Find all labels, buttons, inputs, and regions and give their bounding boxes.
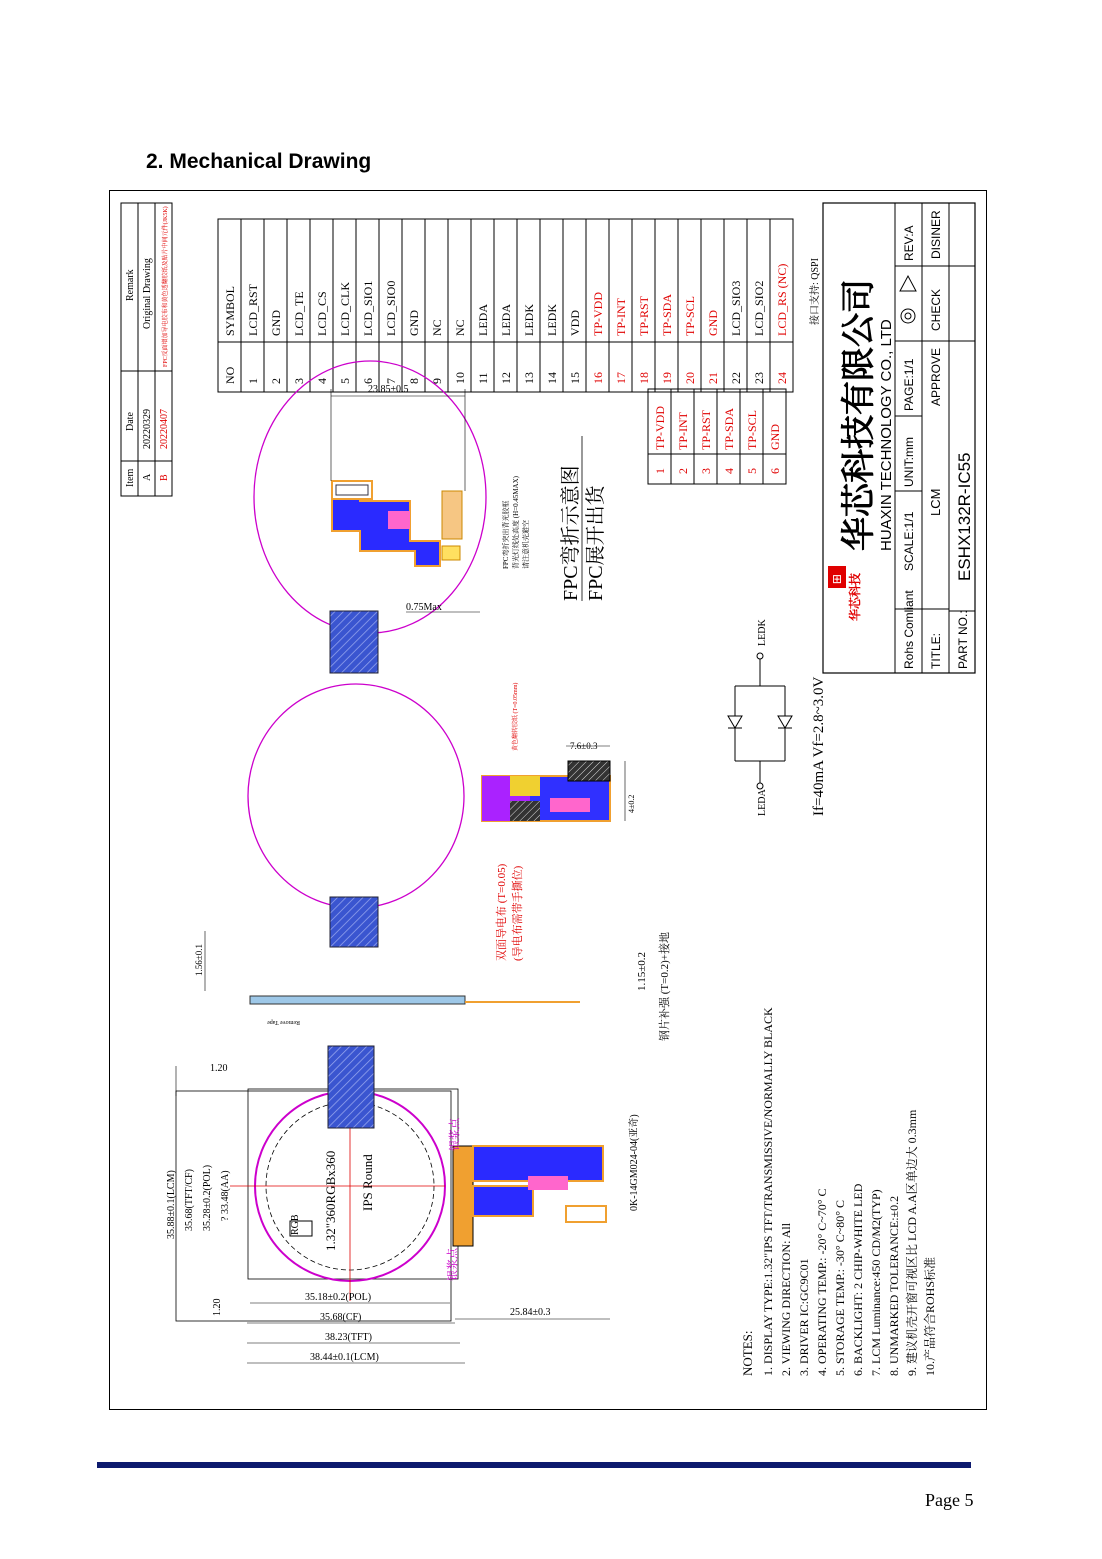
pin-symbol: TP-SDA <box>660 293 674 336</box>
tp-no: 1 <box>653 468 667 474</box>
dim-pol-height: 35.28±0.2(POL) <box>202 1164 213 1231</box>
dim-top-margin: 1.20 <box>210 1063 228 1074</box>
pin-no: 7 <box>384 378 398 384</box>
lcd-outline-mid <box>248 684 464 908</box>
title-value: LCM <box>928 488 943 516</box>
title-block <box>823 203 975 673</box>
notes-heading: NOTES: <box>740 1330 755 1376</box>
interface-note: 接口支持: QSPI <box>810 258 821 325</box>
pin-symbol: LEDK <box>522 304 536 336</box>
page-label: PAGE:1/1 <box>902 358 916 411</box>
rgb-label: RGB <box>290 1214 301 1235</box>
pin-no: 8 <box>407 378 421 384</box>
pin-no: 20 <box>683 372 697 384</box>
pin-symbol: LCD_RS (NC) <box>775 263 789 336</box>
note-item: 2. VIEWING DIRECTION: All <box>779 1222 793 1376</box>
tp-no: 4 <box>722 468 736 474</box>
pin-symbol: NC <box>430 319 444 336</box>
dim-bottom-margin: 1.20 <box>212 1298 223 1316</box>
note-item: 8. UNMARKED TOLERANCE:±0.2 <box>887 1195 901 1376</box>
dim-pol-width: 35.18±0.2(POL) <box>305 1292 372 1303</box>
pin-no: NO <box>223 366 237 384</box>
revision-table <box>121 203 172 496</box>
pin-symbol: GND <box>269 310 283 336</box>
part-no-label: PART NO.: <box>956 610 970 669</box>
rev-header-date: Date <box>125 412 136 431</box>
front-view <box>166 1046 640 1363</box>
dim-cf-width: 35.68(CF) <box>320 1312 362 1323</box>
title-label: TITLE: <box>929 632 943 669</box>
pin-symbol: TP-VDD <box>591 292 605 336</box>
note-item: 6. BACKLIGHT: 2 CHIP-WHITE LED <box>851 1183 865 1376</box>
conductive-cloth-label-2: (导电布需带手撕位) <box>512 865 524 961</box>
part-no-value: ESHX132R-IC55 <box>955 452 974 581</box>
dim-lcm-height: 35.88±0.1(LCM) <box>166 1170 177 1239</box>
ledk-label: LEDK <box>757 619 768 646</box>
rev-row-b-item: B <box>159 474 170 481</box>
pin-symbol: NC <box>453 319 467 336</box>
tp-table <box>648 389 786 484</box>
pin-no: 22 <box>729 372 743 384</box>
leda-label: LEDA <box>757 789 768 816</box>
pin-no: 21 <box>706 372 720 384</box>
rev-header-item: Item <box>125 468 136 487</box>
mechanical-drawing <box>110 191 988 1411</box>
pin-no: 11 <box>476 372 490 384</box>
rohs-label: Rohs Comliant <box>902 590 916 669</box>
pin-symbol: GND <box>706 310 720 336</box>
check-label: CHECK <box>929 288 943 331</box>
approve-label: APPROVE <box>929 347 943 406</box>
note-item: 5. STORAGE TEMP.: -30° C~80° C <box>833 1199 847 1376</box>
unit-label: UNIT:mm <box>902 437 916 487</box>
pin-no: 13 <box>522 372 536 384</box>
pin-no: 17 <box>614 372 628 384</box>
pin-symbol: VDD <box>568 310 582 336</box>
note-item: 10.产品符合ROHS标准 <box>923 1256 937 1376</box>
pin-no: 5 <box>338 378 352 384</box>
tp-no: 3 <box>699 468 713 474</box>
page-number: Page 5 <box>925 1490 974 1510</box>
tp-symbol: TP-SCL <box>745 409 759 450</box>
dim-bend-height: 4±0.2 <box>627 794 636 813</box>
note-item: 7. LCM Luminance:450 CD/M2(TYP) <box>869 1189 883 1376</box>
dim-max-thick: 0.75Max <box>406 602 442 613</box>
fpc-unfold-view <box>248 683 636 961</box>
rev-label: REV:A <box>902 225 916 261</box>
yellow-tape-label: 黄色翻转胶纸 (T=0.05mm) <box>513 682 519 751</box>
pin-no: 6 <box>361 378 375 384</box>
pin-no: 15 <box>568 372 582 384</box>
rev-header-remark: Remark <box>125 269 136 301</box>
rev-row-a-date: 20220329 <box>142 409 153 449</box>
pin-no: 10 <box>453 372 467 384</box>
pin-no: 24 <box>775 372 789 384</box>
tp-no: 5 <box>745 468 759 474</box>
silver-bottom-label: 银浆点 <box>447 1248 459 1281</box>
tp-no: 2 <box>676 468 690 474</box>
pin-symbol: TP-RST <box>637 295 651 336</box>
note-item: 4. OPERATING TEMP.: -20° C~70° C <box>815 1188 829 1376</box>
note-item: 1. DISPLAY TYPE:1.32"IPS TFT/TRANSMISSIVE/NORMALLY BLACK <box>761 1007 775 1376</box>
pin-no: 9 <box>430 378 444 384</box>
dim-bend-width: 7.6±0.3 <box>570 741 598 751</box>
dim-fpc-width: 23.85±0.5 <box>368 384 409 395</box>
steel-label: 钢片补强 (T=0.2)+接地 <box>659 932 671 1041</box>
pin-symbol: LCD_CS <box>315 291 329 336</box>
pin-symbol: LEDA <box>476 304 490 336</box>
company-cn: 华芯科技有限公司 <box>841 279 878 551</box>
fpc-bend-view <box>254 361 607 673</box>
remove-tape-label: Remove Tape <box>267 1019 300 1025</box>
connector-label: 0K-14GM024-04(亚奇) <box>629 1114 640 1211</box>
pin-no: 1 <box>246 378 260 384</box>
dim-tft-cf-height: 35.68(TFT/CF) <box>184 1169 195 1231</box>
tp-symbol: TP-VDD <box>653 406 667 450</box>
dim-lcm-width: 38.44±0.1(LCM) <box>310 1352 379 1363</box>
pin-no: 2 <box>269 378 283 384</box>
pin-no: 23 <box>752 372 766 384</box>
pin-symbol: LCD_RST <box>246 283 260 336</box>
size-res-label: 1.32"360RGBx360 <box>323 1150 338 1251</box>
notes <box>740 1007 937 1376</box>
tp-symbol: TP-INT <box>676 412 690 450</box>
pin-symbol: LCD_TE <box>292 291 306 336</box>
side-view <box>194 931 671 1041</box>
pin-no: 14 <box>545 372 559 384</box>
dim-aa-height: ? 33.48(AA) <box>220 1170 231 1221</box>
rev-row-b-remark: FPC反面增加导电胶布和黄色透翻胶纸及贴片中间元件(JK5K) <box>163 206 169 367</box>
pin-symbol: LEDA <box>499 304 513 336</box>
bend-note-3: 请注意机壳避空 <box>522 520 530 569</box>
projection-symbol-icon <box>900 276 916 323</box>
dim-tail-length: 25.84±0.3 <box>510 1307 551 1318</box>
bend-note-1: FPC弯折突出背光胶框 <box>502 500 510 569</box>
silver-top-label: 银浆点 <box>449 1118 461 1151</box>
section-title: 2. Mechanical Drawing <box>146 150 372 173</box>
disiner-label: DISINER <box>929 210 943 259</box>
dim-lcm-thick: 1.56±0.1 <box>194 944 204 976</box>
pin-no: 4 <box>315 378 329 384</box>
tp-symbol: TP-SDA <box>722 407 736 450</box>
rev-row-a-remark: Original Drawing <box>142 258 153 329</box>
tp-no: 6 <box>768 468 782 474</box>
pin-no: 18 <box>637 372 651 384</box>
scale-label: SCALE:1/1 <box>902 511 916 571</box>
rev-row-b-date: 20220407 <box>159 409 170 449</box>
tp-symbol: GND <box>768 424 782 450</box>
conductive-cloth-label: 双面导电布 (T=0.05) <box>496 863 508 961</box>
logo-glyph: ⊞ <box>831 572 843 586</box>
dim-fpc-thick: 1.15±0.2 <box>636 951 648 991</box>
company-en: HUAXIN TECHNOLOGY CO., LTD <box>878 319 895 551</box>
note-item: 9. 建议机壳开窗可视区比 LCD A.A区单边大 0.3mm <box>905 1109 919 1376</box>
bend-note-2: 背光灯线处高度 (H=0.45MAX) <box>512 476 520 569</box>
fpc-tail-top <box>330 611 378 673</box>
pin-no: 3 <box>292 378 306 384</box>
pin-symbol: GND <box>407 310 421 336</box>
pin-no: 12 <box>499 372 513 384</box>
pin-symbol: LCD_SIO2 <box>752 280 766 336</box>
pin-symbol: SYMBOL <box>223 285 237 336</box>
pin-no: 16 <box>591 372 605 384</box>
rev-row-a-item: A <box>142 473 153 481</box>
pin-symbol: TP-SCL <box>683 295 697 336</box>
dim-tft-width: 38.23(TFT) <box>325 1332 372 1343</box>
drawing-frame <box>109 190 987 1410</box>
led-spec: If=40mA Vf=2.8~3.0V <box>811 676 827 816</box>
pin-no: 19 <box>660 372 674 384</box>
backlight-circuit <box>728 619 827 816</box>
pin-symbol: LEDK <box>545 304 559 336</box>
pin-symbol: LCD_CLK <box>338 282 352 336</box>
brand-name: 华芯科技 <box>848 572 862 621</box>
tp-symbol: TP-RST <box>699 409 713 450</box>
footer-bar <box>97 1462 971 1468</box>
fpc-unfold-label: FPC展开出货 <box>585 485 607 601</box>
fpc-bend-label: FPC弯折示意图 <box>560 465 582 601</box>
pin-symbol: TP-INT <box>614 298 628 336</box>
pin-symbol: LCD_SIO3 <box>729 280 743 336</box>
pin-symbol: LCD_SIO1 <box>361 280 375 336</box>
shape-label: IPS Round <box>360 1154 375 1211</box>
pin-symbol: LCD_SIO0 <box>384 280 398 336</box>
note-item: 3. DRIVER IC:GC9C01 <box>797 1258 811 1376</box>
pin-table <box>218 219 793 392</box>
